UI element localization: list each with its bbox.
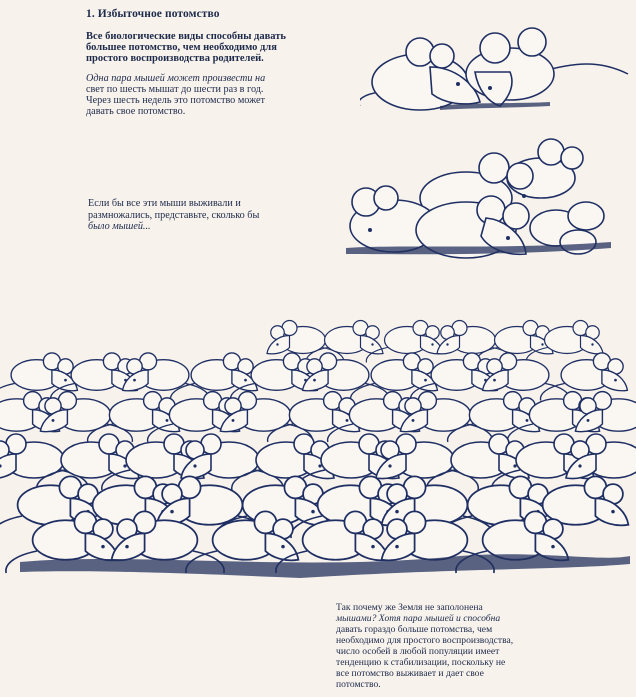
paragraph-line: Одна пара мышей может произвести на bbox=[86, 73, 266, 84]
paragraph-line: число особей в любой популяции имеет bbox=[336, 646, 500, 657]
paragraph-line: Так почему же Земля не заполонена bbox=[336, 602, 483, 613]
paragraph-line: мышами? Хотя пара мышей и способна bbox=[336, 613, 501, 624]
paragraph-line: было мышей... bbox=[88, 221, 151, 232]
paragraph-line: Через шесть недель это потомство может bbox=[86, 95, 265, 106]
mouse-figure bbox=[575, 392, 636, 442]
mouse-pair-paragraph bbox=[86, 73, 346, 117]
paragraph-line: Если бы все эти мыши выживали и bbox=[88, 198, 241, 209]
paragraph-line: потомство. bbox=[336, 679, 381, 690]
lead-paragraph bbox=[86, 31, 326, 64]
mouse-family-illustration bbox=[346, 138, 616, 266]
mouse-figure bbox=[540, 353, 627, 401]
imagine-paragraph bbox=[88, 198, 348, 233]
mouse-figure bbox=[483, 353, 570, 401]
paragraph-line: размножались, представьте, сколько бы bbox=[88, 209, 260, 221]
mouse-swarm-illustration bbox=[0, 300, 636, 590]
lead-line: простого воспроизводства родителей. bbox=[86, 53, 264, 64]
mouse-pair-illustration bbox=[360, 22, 630, 122]
lead-line: большее потомство, чем необходимо для bbox=[86, 42, 277, 53]
paragraph-line: тенденцию к стабилизации, поскольку не bbox=[336, 657, 506, 668]
paragraph-line: необходимо для простого воспроизводства, bbox=[336, 635, 514, 646]
paragraph-line: все потомство выживает и дает свое bbox=[336, 668, 484, 679]
conclusion-paragraph bbox=[336, 602, 616, 690]
lead-line: Все биологические виды способны давать bbox=[86, 31, 286, 42]
paragraph-line: свет по шесть мышат до шести раз в год. bbox=[86, 84, 264, 95]
paragraph-line: давать свое потомство. bbox=[86, 106, 186, 117]
section-heading: 1. Избыточное потомство bbox=[86, 8, 220, 20]
paragraph-line: давать гораздо больше потомства, чем bbox=[336, 624, 493, 635]
